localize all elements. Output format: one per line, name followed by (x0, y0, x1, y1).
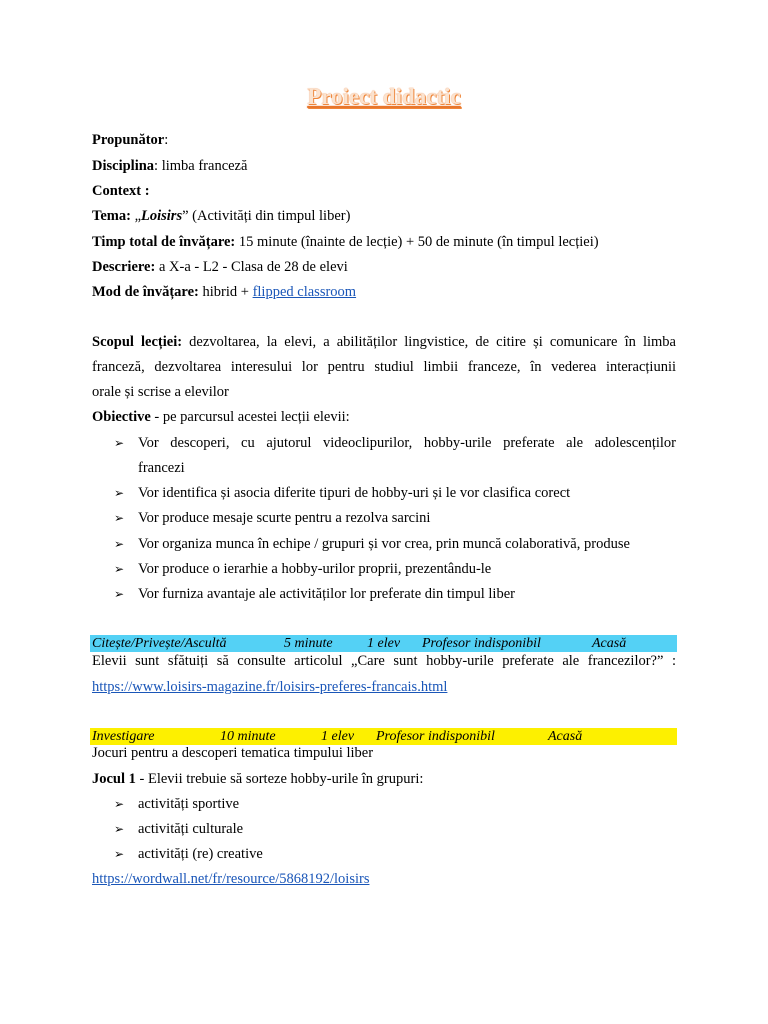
arrowhead-bullet-icon: ➢ (114, 486, 125, 500)
game-category-item: activități sportive (138, 796, 240, 812)
activity-1-teacher: Profesor indisponibil (422, 636, 541, 651)
activity-1-link: https://www.loisirs-magazine.fr/loisirs-preferes-francais.html (92, 679, 448, 695)
mod-line: Mod de învățare: hibrid + flipped classroom (92, 284, 357, 300)
context-line: Context : (92, 183, 150, 199)
scop-line-1: Scopul lecției: dezvoltarea, la elevi, a abilităților lingvistice, de citire și comunicare în limba (92, 334, 676, 350)
tema-line: Tema: „Loisirs” (Activități din timpul liber) (92, 208, 351, 224)
activity-1-group: 1 elev (367, 636, 401, 651)
activity-2-name: Investigare (92, 729, 155, 744)
game-category-item: activități culturale (138, 821, 244, 837)
activity-1-duration: 5 minute (284, 636, 333, 651)
objective-item: Vor produce o ierarhie a hobby-urilor proprii, prezentându-le (138, 561, 492, 577)
arrowhead-bullet-icon: ➢ (114, 562, 125, 576)
arrowhead-bullet-icon: ➢ (114, 436, 125, 450)
disciplina-line: Disciplina: limba franceză (92, 158, 248, 174)
arrowhead-bullet-icon: ➢ (114, 537, 125, 551)
objective-item: Vor furniza avantaje ale activităților lor preferate din timpul liber (138, 586, 515, 602)
activity-2-description: Jocuri pentru a descoperi tematica timpului liber (92, 745, 374, 761)
game-category-item: activități (re) creative (138, 846, 263, 862)
jocul-1-line: Jocul 1 - Elevii trebuie să sorteze hobby-urile în grupuri: (92, 771, 424, 787)
scop-line-2: franceză, dezvoltarea interesului lor pentru studiul limbii franceze, în vederea interacțiunii (92, 359, 676, 375)
activity-2-link: https://wordwall.net/fr/resource/5868192/loisirs (92, 871, 370, 887)
activity-2-place: Acasă (548, 729, 583, 744)
activity-2-header-band (90, 728, 677, 745)
activity-1-header-band (90, 635, 677, 652)
propunator-line: Propunător: (92, 132, 169, 148)
obiective-line: Obiective - pe parcursul acestei lecții elevii: (92, 409, 350, 425)
descriere-line: Descriere: a X-a - L2 - Clasa de 28 de elevi (92, 259, 348, 275)
activity-1-name: Citește/Privește/Ascultă (92, 636, 227, 651)
objective-item: Vor organiza munca în echipe / grupuri și vor crea, prin muncă colaborativă, produse (138, 536, 630, 552)
flipped-classroom-link[interactable]: flipped classroom (252, 284, 357, 300)
arrowhead-bullet-icon: ➢ (114, 797, 125, 811)
activity-1-description: Elevii sunt sfătuiți să consulte articolul „Care sunt hobby-urile preferate ale francezilor?” : (92, 653, 676, 669)
document-title: Proiect didactic (307, 84, 461, 109)
activity-2-group: 1 elev (321, 729, 355, 744)
activity-1-place: Acasă (592, 636, 627, 651)
arrowhead-bullet-icon: ➢ (114, 847, 125, 861)
activity-2-teacher: Profesor indisponibil (376, 729, 495, 744)
activity-2-duration: 10 minute (220, 729, 276, 744)
objective-item: Vor descoperi, cu ajutorul videoclipurilor, hobby-urile preferate ale adolescenților (138, 435, 676, 451)
objective-item: Vor identifica și asocia diferite tipuri de hobby-uri și le vor clasifica corect (138, 485, 571, 501)
arrowhead-bullet-icon: ➢ (114, 822, 125, 836)
objective-item-continuation: francezi (138, 460, 185, 476)
arrowhead-bullet-icon: ➢ (114, 511, 125, 525)
scop-line-3: orale și scrise a elevilor (92, 384, 229, 400)
arrowhead-bullet-icon: ➢ (114, 587, 125, 601)
timp-line: Timp total de învățare: 15 minute (înainte de lecție) + 50 de minute (în timpul lecției) (92, 234, 599, 250)
objective-item: Vor produce mesaje scurte pentru a rezolva sarcini (138, 510, 431, 526)
